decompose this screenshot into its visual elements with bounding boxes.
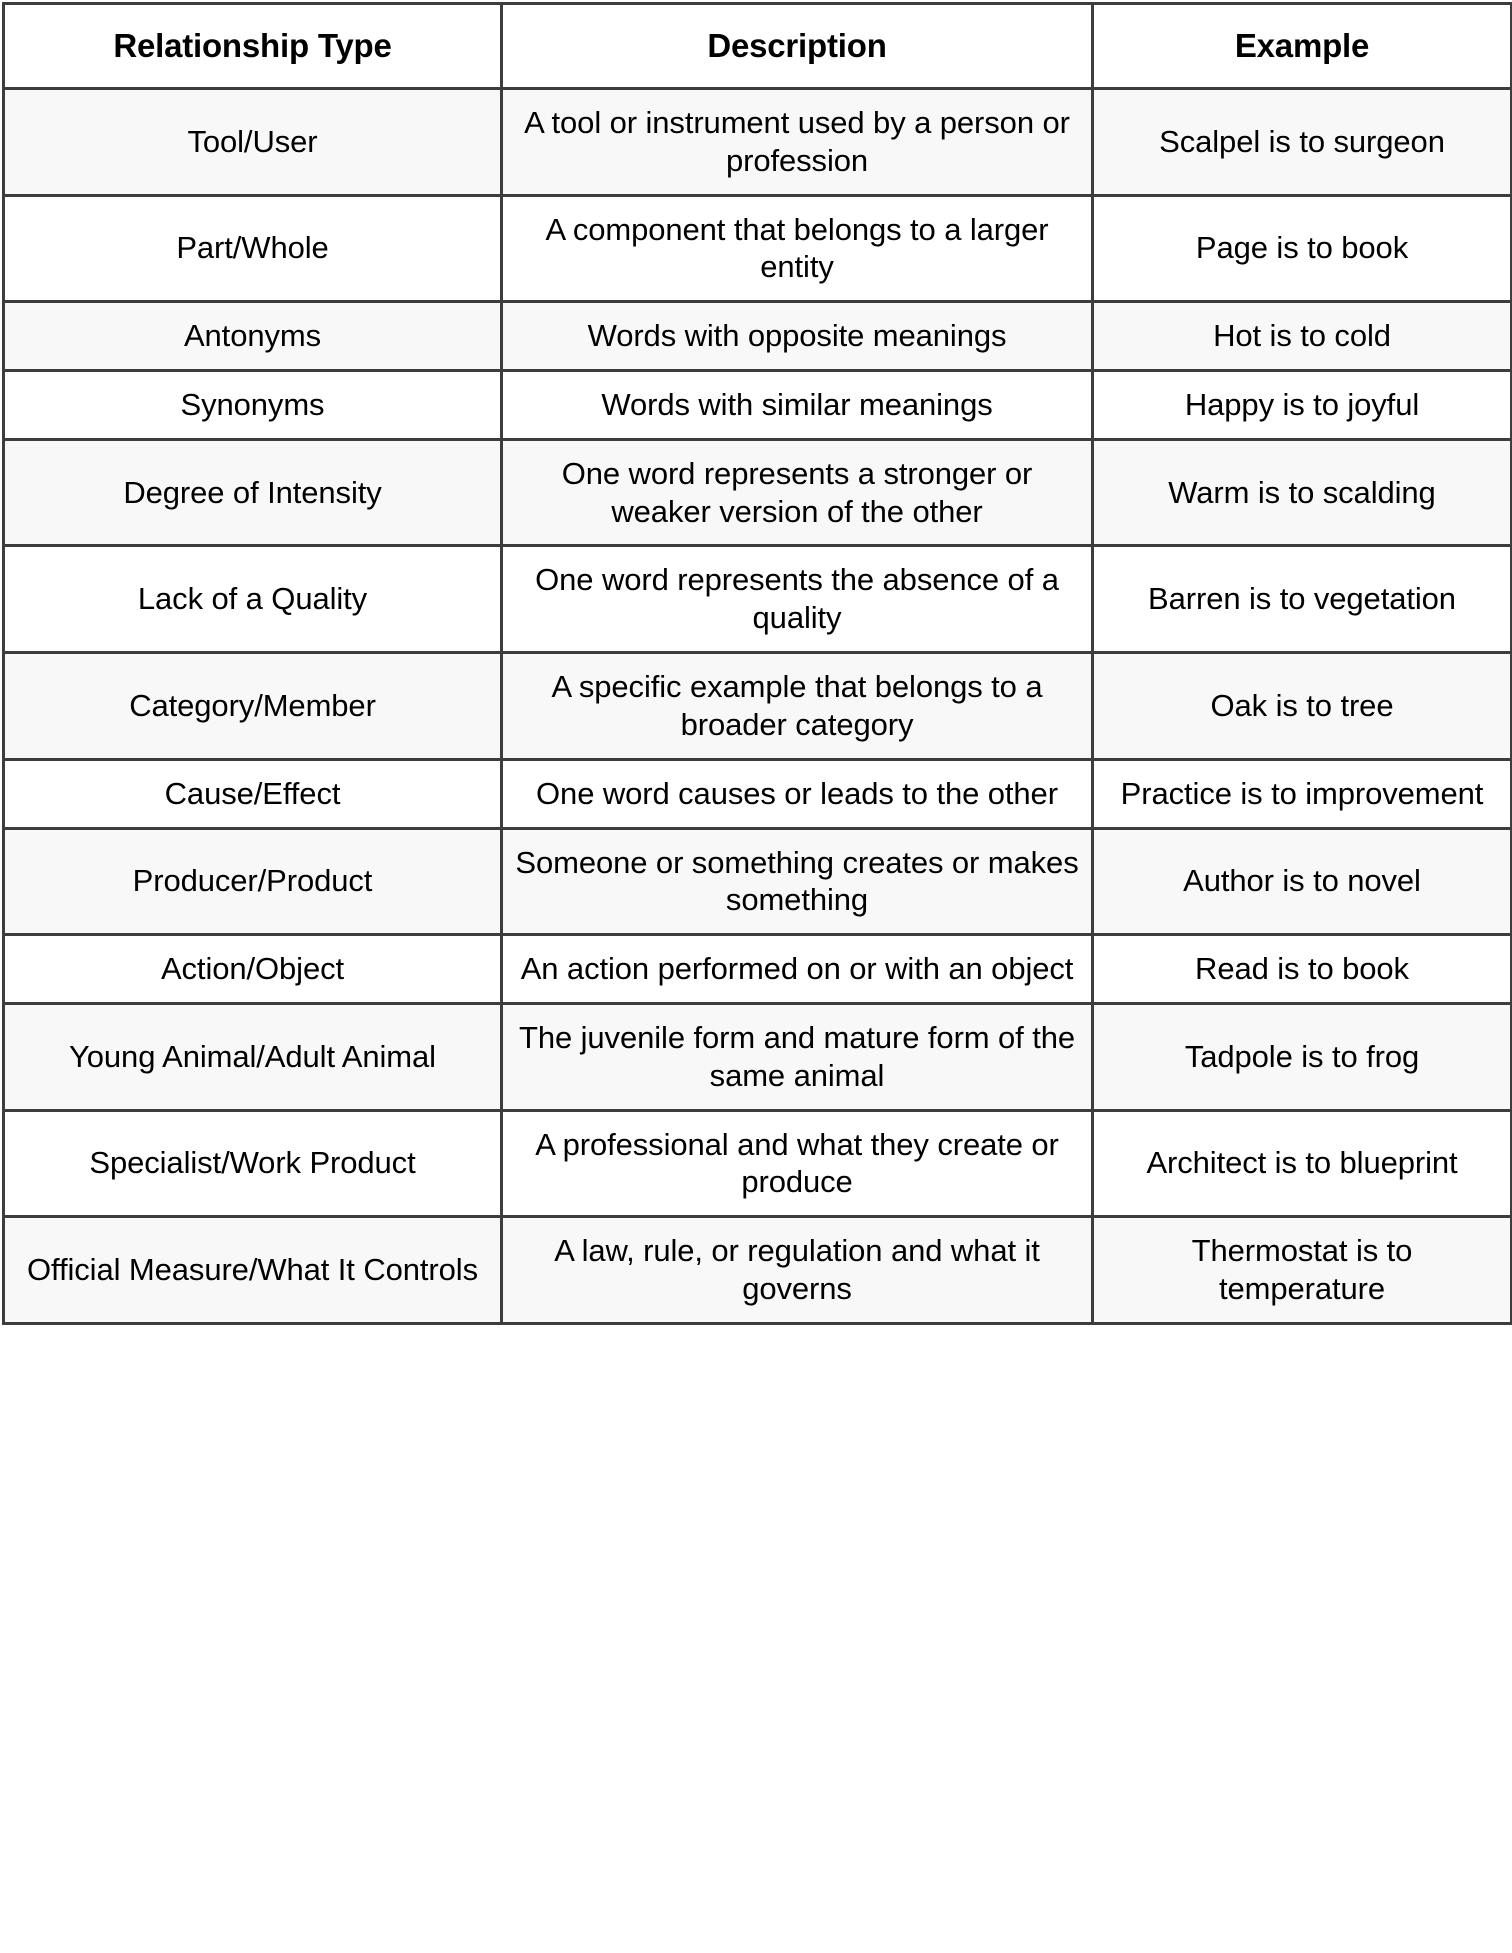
cell-example bbox=[1093, 195, 1512, 302]
cell-text-description: Words with similar meanings bbox=[601, 387, 993, 422]
table-row bbox=[4, 439, 1512, 546]
cell-description bbox=[502, 88, 1093, 195]
cell-example bbox=[1093, 371, 1512, 440]
cell-relationship_type bbox=[4, 88, 502, 195]
cell-text-example: Tadpole is to frog bbox=[1184, 1038, 1420, 1074]
column-header-example: Example bbox=[1093, 4, 1512, 89]
cell-relationship_type bbox=[4, 546, 502, 653]
cell-example bbox=[1093, 546, 1512, 653]
cell-description bbox=[502, 759, 1093, 828]
cell-example bbox=[1093, 302, 1512, 371]
cell-relationship_type bbox=[4, 371, 502, 440]
table-row bbox=[4, 546, 1512, 653]
cell-example bbox=[1093, 935, 1512, 1004]
column-header-relationship-type: Relationship Type bbox=[4, 4, 502, 89]
cell-text-example: Hot is to cold bbox=[1213, 318, 1391, 354]
relationship-types-table bbox=[2, 2, 1512, 1325]
table-row bbox=[4, 371, 1512, 440]
cell-text-description: One word represents the absence of a quality bbox=[535, 562, 1059, 636]
table-header-row bbox=[4, 4, 1512, 89]
cell-text-description: An action performed on or with an object bbox=[520, 951, 1074, 987]
cell-relationship_type bbox=[4, 302, 502, 371]
cell-text-example: Practice is to improvement bbox=[1120, 775, 1484, 811]
cell-description bbox=[502, 653, 1093, 760]
column-header-description: Description bbox=[502, 4, 1093, 89]
cell-text-description: One word causes or leads to the other bbox=[536, 775, 1058, 811]
cell-text-description: Words with opposite meanings bbox=[587, 318, 1007, 354]
cell-text-description: A specific example that belongs to a broader category bbox=[551, 669, 1043, 742]
cell-text-relationship_type: Synonyms bbox=[180, 387, 325, 422]
cell-example bbox=[1093, 653, 1512, 760]
table-row bbox=[4, 302, 1512, 371]
table-row bbox=[4, 1003, 1512, 1110]
cell-relationship_type bbox=[4, 195, 502, 302]
table-row bbox=[4, 759, 1512, 828]
cell-text-description: A professional and what they create or produce bbox=[535, 1126, 1059, 1200]
cell-relationship_type bbox=[4, 828, 502, 935]
cell-text-relationship_type: Young Animal/Adult Animal bbox=[69, 1038, 436, 1074]
cell-text-description: One word represents a stronger or weaker version of the other bbox=[561, 455, 1033, 529]
cell-relationship_type bbox=[4, 439, 502, 546]
cell-description bbox=[502, 1110, 1093, 1217]
cell-text-relationship_type: Antonyms bbox=[183, 318, 322, 354]
cell-text-relationship_type: Degree of Intensity bbox=[123, 474, 382, 510]
table-row bbox=[4, 653, 1512, 760]
cell-text-relationship_type: Action/Object bbox=[160, 951, 345, 987]
cell-description bbox=[502, 302, 1093, 371]
cell-text-description: A component that belongs to a larger entity bbox=[545, 211, 1049, 285]
cell-text-relationship_type: Specialist/Work Product bbox=[89, 1145, 416, 1181]
cell-text-example: Architect is to blueprint bbox=[1146, 1145, 1458, 1181]
cell-description bbox=[502, 828, 1093, 935]
cell-text-relationship_type: Cause/Effect bbox=[164, 775, 341, 811]
cell-relationship_type bbox=[4, 935, 502, 1004]
cell-description bbox=[502, 546, 1093, 653]
table-row bbox=[4, 828, 1512, 935]
cell-text-example: Barren is to vegetation bbox=[1148, 581, 1456, 617]
cell-text-example: Author is to novel bbox=[1183, 863, 1421, 899]
cell-relationship_type bbox=[4, 1003, 502, 1110]
cell-example bbox=[1093, 88, 1512, 195]
cell-text-example: Scalpel is to surgeon bbox=[1159, 123, 1445, 159]
cell-text-example: Oak is to tree bbox=[1210, 687, 1394, 723]
cell-text-description: A tool or instrument used by a person or profession bbox=[524, 104, 1070, 178]
cell-text-example: Page is to book bbox=[1195, 230, 1409, 266]
cell-description bbox=[502, 371, 1093, 440]
cell-relationship_type bbox=[4, 1110, 502, 1217]
table-row bbox=[4, 88, 1512, 195]
cell-example bbox=[1093, 1110, 1512, 1217]
cell-example bbox=[1093, 1003, 1512, 1110]
table-row bbox=[4, 1217, 1512, 1324]
cell-relationship_type bbox=[4, 1217, 502, 1324]
cell-text-relationship_type: Part/Whole bbox=[176, 230, 329, 266]
table-row bbox=[4, 1110, 1512, 1217]
table-row bbox=[4, 195, 1512, 302]
cell-text-example: Thermostat is to temperature bbox=[1191, 1233, 1413, 1306]
cell-relationship_type bbox=[4, 653, 502, 760]
cell-example bbox=[1093, 439, 1512, 546]
cell-text-description: The juvenile form and mature form of the same animal bbox=[519, 1019, 1075, 1093]
cell-text-description: Someone or something creates or makes something bbox=[515, 844, 1079, 918]
cell-text-example: Happy is to joyful bbox=[1184, 387, 1420, 422]
cell-relationship_type bbox=[4, 759, 502, 828]
cell-text-relationship_type: Category/Member bbox=[129, 687, 376, 723]
cell-description bbox=[502, 935, 1093, 1004]
cell-description bbox=[502, 439, 1093, 546]
cell-text-relationship_type: Official Measure/What It Controls bbox=[27, 1252, 478, 1288]
table-body bbox=[4, 88, 1512, 1323]
cell-text-example: Warm is to scalding bbox=[1168, 474, 1436, 510]
cell-text-relationship_type: Producer/Product bbox=[132, 863, 373, 899]
cell-example bbox=[1093, 759, 1512, 828]
cell-description bbox=[502, 1003, 1093, 1110]
cell-description bbox=[502, 195, 1093, 302]
cell-description bbox=[502, 1217, 1093, 1324]
cell-example bbox=[1093, 1217, 1512, 1324]
cell-text-description: A law, rule, or regulation and what it governs bbox=[554, 1233, 1040, 1306]
cell-text-example: Read is to book bbox=[1195, 951, 1409, 987]
cell-text-relationship_type: Tool/User bbox=[187, 123, 318, 159]
cell-example bbox=[1093, 828, 1512, 935]
table-row bbox=[4, 935, 1512, 1004]
table-header bbox=[4, 4, 1512, 89]
cell-text-relationship_type: Lack of a Quality bbox=[137, 581, 368, 617]
